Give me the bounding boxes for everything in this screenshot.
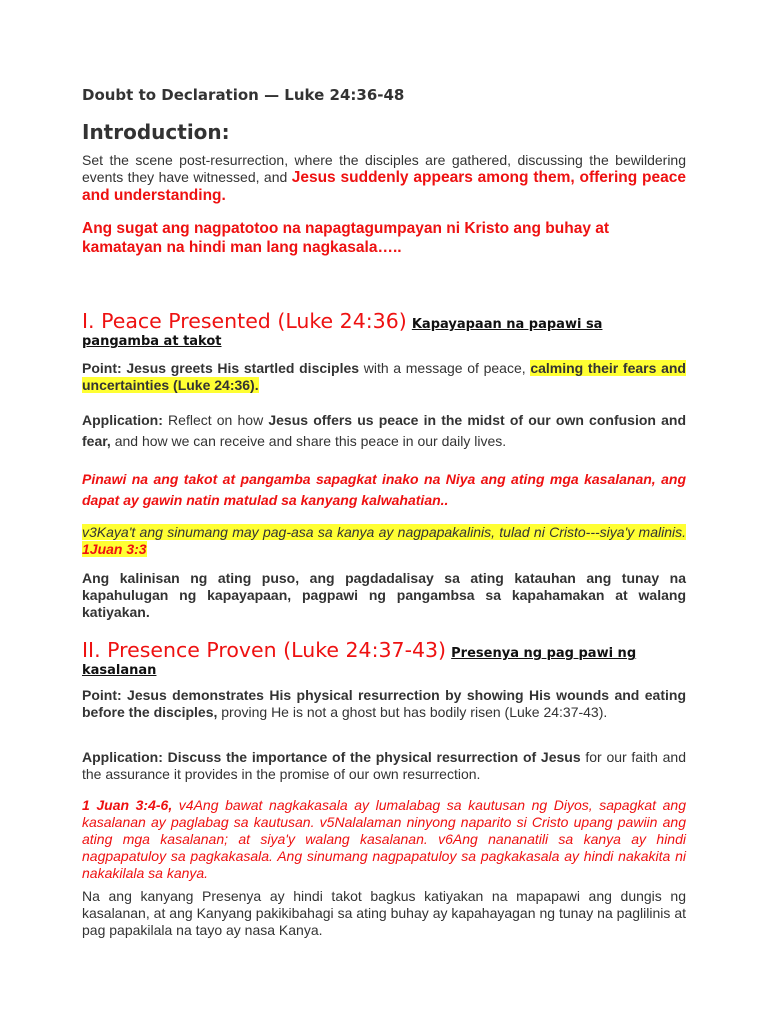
introduction-tagalog: Ang sugat ang nagpatotoo na napagtagumpayan ni Kristo ang buhay at kamatayan na hindi man lang nagkasala…..: [82, 220, 610, 256]
section1-verse-text: v3Kaya't ang sinumang may pag-asa sa kanya ay nagpapakalinis, tulad ni Cristo---siya'y malinis.: [82, 524, 686, 540]
section1-point-label: Point: Jesus greets His startled disciples: [82, 360, 360, 376]
section2-subtitle-continued: kasalanan: [82, 663, 157, 678]
section2-verse-ref: 1 Juan 3:4-6,: [82, 797, 173, 813]
section2-application: [82, 749, 686, 783]
section2-point-bold: Point: Jesus demonstrates His physical resurrection by showing His wounds and eating before the disciples,: [82, 687, 686, 720]
section2-application-text: for our faith and the assurance it provides in the promise of our own resurrection.: [82, 749, 686, 782]
section1-application-text2: and how we can receive and share this peace in our daily lives.: [110, 433, 507, 449]
section1-verse: [82, 524, 686, 558]
section1-title: I. Peace Presented (Luke 24:36): [82, 309, 407, 333]
document-title: Doubt to Declaration — Luke 24:36-48: [82, 86, 405, 104]
section2-subtitle: Presenya ng pag pawi ng: [451, 646, 637, 661]
section2-title: II. Presence Proven (Luke 24:37-43): [82, 638, 447, 662]
introduction-text: Set the scene post-resurrection, where the disciples are gathered, discussing the bewildering events they have witnessed, and: [82, 152, 686, 185]
section2-heading: [82, 639, 686, 665]
section1-point: [82, 360, 686, 394]
section1-tagalog-red: Pinawi na ang takot at pangamba sapagkat inako na Niya ang ating mga kasalanan, ang dapat ay gawin natin matulad sa kanyang kalwahatian..: [82, 471, 686, 508]
section1-point-text: with a message of peace,: [359, 360, 531, 376]
section1-closing: Ang kalinisan ng ating puso, ang pagdadalisay sa ating katauhan ang tunay na kapahulugan ng kapayapaan, pagpawi ng pangambsa sa kapahamakan at walang katiyakan.: [82, 570, 686, 620]
section2-application-bold: Application: Discuss the importance of the physical resurrection of Jesus: [82, 749, 581, 765]
section2-point: [82, 687, 686, 721]
section1-application-label: Application:: [82, 412, 163, 428]
introduction-red-text: Jesus suddenly appears among them, offering peace and understanding.: [82, 169, 686, 204]
section2-point-text: proving He is not a ghost but has bodily risen (Luke 24:37-43).: [217, 704, 608, 720]
introduction-heading: Introduction:: [82, 120, 230, 144]
section1-subtitle-continued: pangamba at takot: [82, 334, 222, 349]
section1-heading: [82, 310, 686, 336]
section1-application-text1: Reflect on how: [162, 412, 269, 428]
section1-application-bold: Jesus offers us peace in the midst of our own confusion and fear,: [82, 412, 686, 449]
section1-subtitle: Kapayapaan na papawi sa: [411, 317, 603, 332]
section2-verse: [82, 797, 686, 882]
introduction-paragraph: [82, 152, 686, 205]
section1-point-highlight: calming their fears and uncertainties (Luke 24:36).: [82, 360, 686, 393]
section1-application: [82, 410, 686, 452]
section2-verse-text: v4Ang bawat nagkakasala ay lumalabag sa kautusan ng Diyos, sapagkat ang kasalanan ay paglabag sa kautusan. v5Nalalaman ninyong naparito si Cristo upang pawiin ang ating mga kasalanan; at siya'y walang kasalanan. v6Ang nananatili sa kanya ay hindi nagpapatuloy sa pagkakasala. Ang sinumang nagpapatuloy sa pagkakasala ay hindi nakakita ni nakakilala sa kanya.: [82, 797, 686, 881]
section2-closing: Na ang kanyang Presenya ay hindi takot bagkus katiyakan na mapapawi ang dungis ng kasalanan, at ang Kanyang pakikibahagi sa ating buhay ay kapahayagan ng tunay na paglilinis at pag papakilala na tayo ay nasa Kanya.: [82, 888, 686, 938]
section1-verse-ref: 1Juan 3:3: [82, 541, 147, 557]
